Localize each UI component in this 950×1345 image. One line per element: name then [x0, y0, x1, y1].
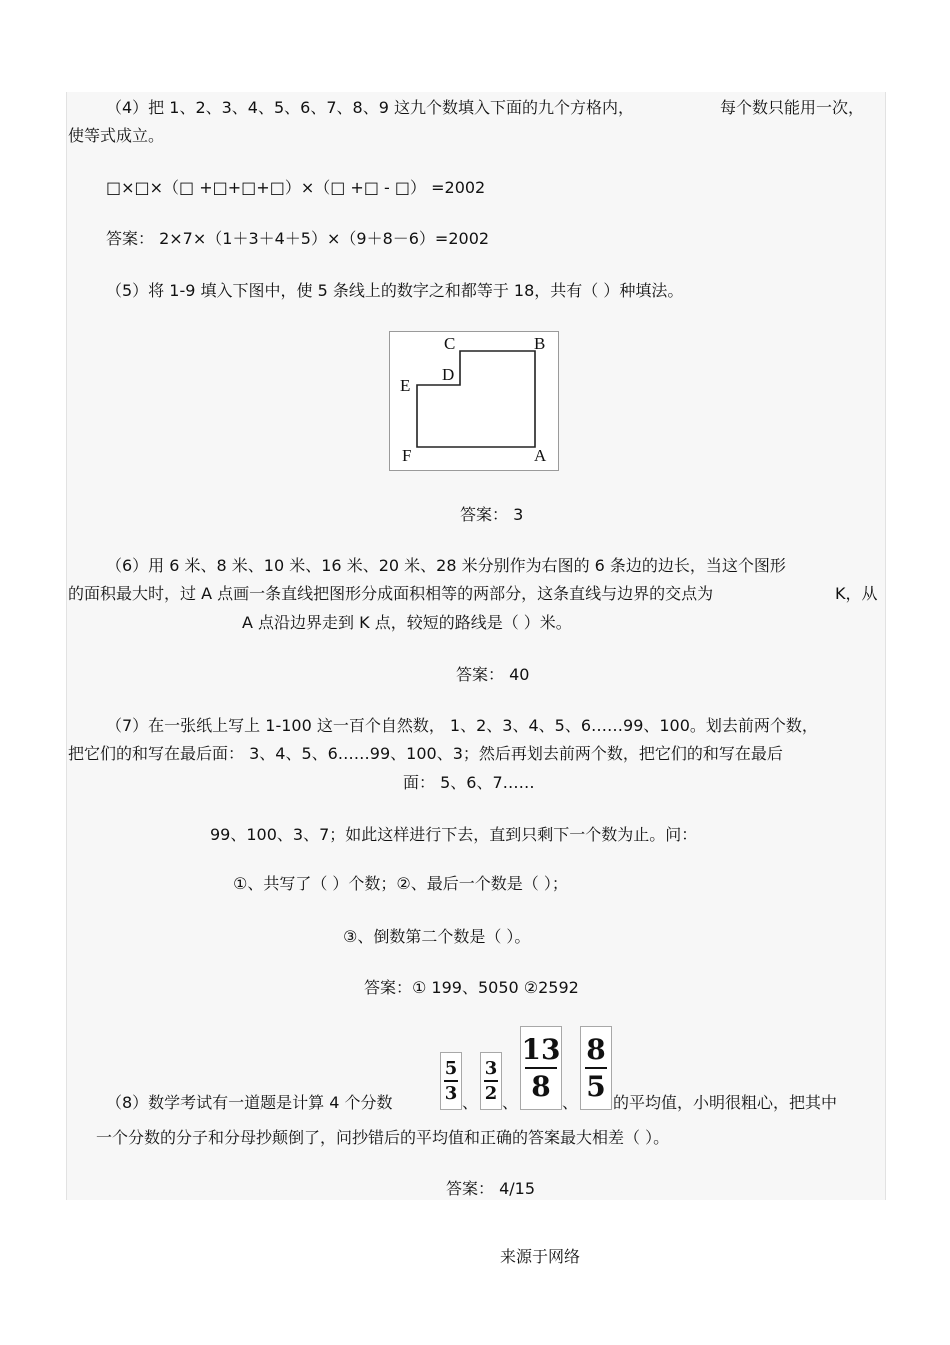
fraction-13-8 [520, 1026, 562, 1110]
stair-shape-outline [417, 351, 535, 447]
source-footer: 来源于网络 [500, 1247, 581, 1266]
fraction-8-5 [580, 1026, 612, 1110]
figure-label-f: F [402, 446, 412, 465]
fraction-3-2 [480, 1052, 502, 1110]
fraction-numerator: 3 [484, 1058, 498, 1079]
q8-line1b: 的平均值，小明很粗心，把其中 [613, 1093, 838, 1112]
fraction-denominator: 5 [586, 1070, 606, 1103]
q6-line2b: K，从 [835, 584, 878, 603]
q4-line2: 使等式成立。 [68, 126, 165, 145]
figure-label-d: D [442, 365, 455, 384]
q7-answer: 答案：① 199、5050 ②2592 [364, 978, 579, 997]
fraction-separator: 、 [462, 1093, 479, 1112]
q8-answer: 答案： 4/15 [446, 1179, 536, 1198]
figure-label-a: A [534, 446, 547, 465]
q7-line1: （7）在一张纸上写上 1-100 这一百个自然数， 1、2、3、4、5、6……99、100。划去前两个数， [106, 716, 818, 735]
fraction-numerator: 5 [444, 1058, 458, 1079]
q5-question: （5）将 1-9 填入下图中，使 5 条线上的数字之和都等于 18，共有（ ）种填法。 [106, 281, 684, 300]
stair-shape-figure [389, 331, 559, 471]
q7-line6: ③、倒数第二个数是（ ）。 [343, 927, 531, 946]
fraction-separator: 、 [502, 1093, 519, 1112]
fraction-separator: 、 [562, 1093, 579, 1112]
figure-label-c: C [444, 334, 456, 353]
document-page [66, 92, 886, 1200]
fraction-denominator: 3 [444, 1083, 458, 1104]
q7-line4: 99、100、3、7；如此这样进行下去，直到只剩下一个数为止。问： [210, 825, 698, 844]
fraction-denominator: 2 [484, 1083, 498, 1104]
q7-line2: 把它们的和写在最后面： 3、4、5、6……99、100、3；然后再划去前两个数，把它们的和写在最后 [68, 744, 783, 763]
q4-line1b: 每个数只能用一次， [720, 98, 865, 117]
q6-line3: A 点沿边界走到 K 点，较短的路线是（ ）米。 [242, 613, 572, 632]
figure-label-e: E [400, 376, 411, 395]
q6-answer: 答案： 40 [456, 665, 530, 684]
figure-label-b: B [534, 334, 546, 353]
q4-answer: 答案： 2×7×（1＋3＋4＋5）×（9＋8－6）=2002 [106, 229, 490, 248]
q7-line5: ①、共写了（ ）个数；②、最后一个数是（ ）； [233, 874, 568, 893]
fraction-5-3 [440, 1052, 462, 1110]
fraction-numerator: 8 [586, 1033, 606, 1066]
q6-line1: （6）用 6 米、8 米、10 米、16 米、20 米、28 米分别作为右图的 6 条边的边长，当这个图形 [106, 556, 786, 575]
fraction-numerator: 13 [521, 1033, 561, 1066]
q7-line3: 面： 5、6、7…… [403, 773, 535, 792]
q8-line2: 一个分数的分子和分母抄颠倒了，问抄错后的平均值和正确的答案最大相差（ ）。 [96, 1128, 670, 1147]
q5-answer: 答案： 3 [460, 505, 524, 524]
q6-line2a: 的面积最大时，过 A 点画一条直线把图形分成面积相等的两部分，这条直线与边界的交点为 [68, 584, 714, 603]
fraction-denominator: 8 [531, 1070, 551, 1103]
q4-line1a: （4）把 1、2、3、4、5、6、7、8、9 这九个数填入下面的九个方格内， [106, 98, 634, 117]
q8-line1a: （8）数学考试有一道题是计算 4 个分数 [106, 1093, 393, 1112]
q4-equation: □×□×（□ +□+□+□）×（□ +□ - □） =2002 [106, 178, 486, 197]
